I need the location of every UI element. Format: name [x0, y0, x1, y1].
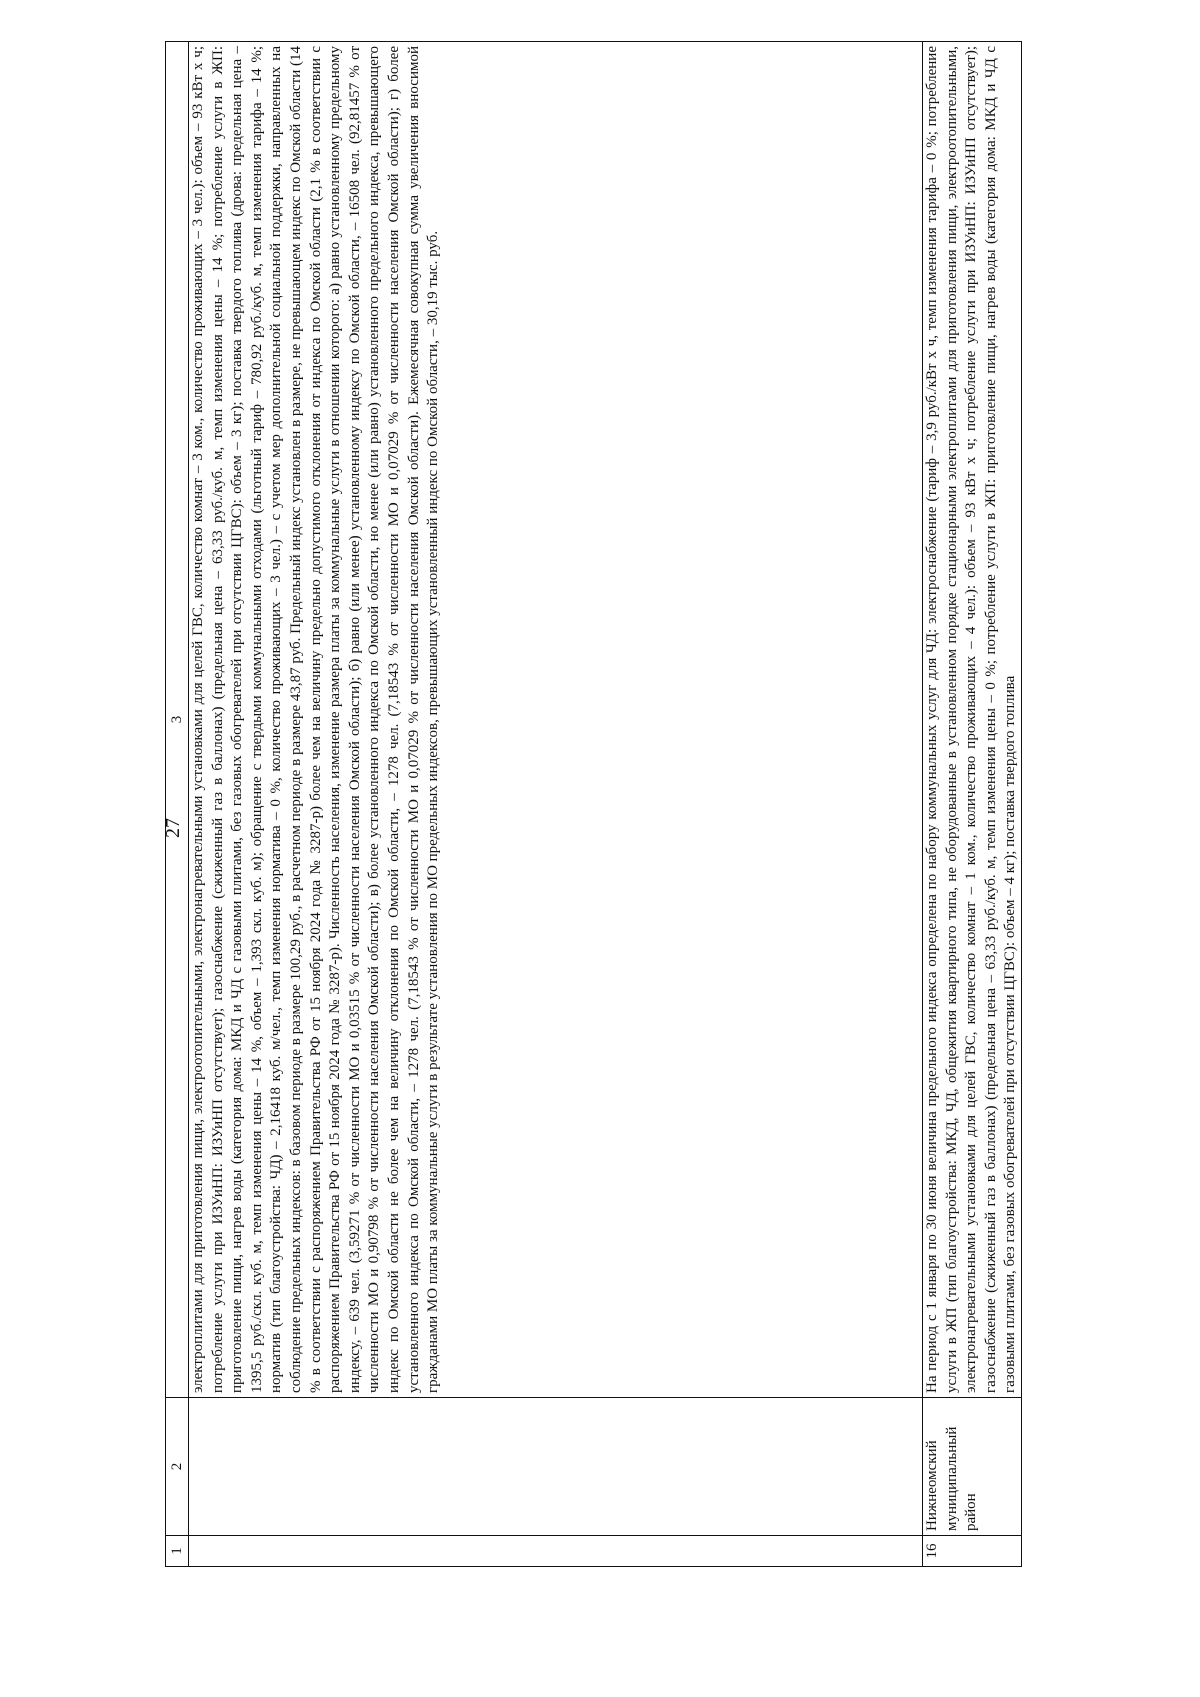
table-row-16	[923, 42, 1022, 1567]
header-col-1: 1	[166, 1536, 189, 1567]
description-cell: На период с 1 января по 30 июня величина предельного индекса определена по набору коммунальных услуг для ЧД: электроснабжение (тариф – 3,9 руб./кВт х ч, темп изменения тарифа – 0 %; потребление услуги в ЖП (тип благоустройства: МКД, ЧД, общежития квартирного типа, не оборудованные в установленном порядке стационарными электроплитами для приготовления пищи, электроотопительными, электронагревательными установками для целей ГВС, количество комнат – 1 ком., количество проживающих – 4 чел.): объем – 93 кВт х ч; потребление услуги при ИЗУиНП: ИЗУиНП отсутствует); газоснабжение (сжиженный газ в баллонах) (предельная цена – 63,33 руб./куб. м, темп изменения цены – 0 %; потребление услуги в ЖП: приготовление пищи, нагрев воды (категория дома: МКД и ЧД с газовыми плитами, без газовых обогревателей при отсутствии ЦГВС): объем – 4 кг); поставка твердого топлива	[923, 42, 1022, 1398]
row-number-cell: 16	[923, 1536, 1022, 1567]
table-row-continuation	[189, 42, 923, 1567]
row-number-cell	[189, 1536, 923, 1567]
document-sheet	[162, 41, 1055, 1567]
district-name-cell	[189, 1398, 923, 1536]
district-name-cell: Нижнеомский муниципальный район	[923, 1398, 1022, 1536]
table-header-row	[166, 42, 189, 1567]
description-cell: электроплитами для приготовления пищи, электроотопительными, электронагревательными установками для целей ГВС, количество комнат – 3 ком., количество проживающих – 3 чел.): объем – 93 кВт х ч; потребление услуги при ИЗУиНП: ИЗУиНП отсутствует); газоснабжение (сжиженный газ в баллонах) (предельная цена – 63,33 руб./куб. м, темп изменения цены – 14 %; потребление услуги в ЖП: приготовление пищи, нагрев воды (категория дома: МКД и ЧД с газовыми плитами, без газовых обогревателей при отсутствии ЦГВС): объем – 3 кг); поставка твердого топлива (дрова: предельная цена – 1395,5 руб./скл. куб. м, темп изменения цены – 14 %, объем – 1,393 скл. куб. м); обращение с твердыми коммунальными отходами (льготный тариф – 780,92 руб./куб. м, темп изменения тарифа – 14 %; норматив (тип благоустройства: ЧД) – 2,16418 куб. м/чел., темп изменения норматива – 0 %, количество проживающих – 3 чел.) – с учетом мер дополнительной социальной поддержки, направленных на соблюдение предельных индексов: в базовом периоде в размере 100,29 руб., в расчетном периоде в размере 43,87 руб. Предельный индекс установлен в размере, не превышающем индекс по Омской области (14 % в соответствии с распоряжением Правительства РФ от 15 ноября 2024 года № 3287-р) более чем на величину предельно допустимого отклонения от индекса по Омской области (2,1 % в соответствии с распоряжением Правительства РФ от 15 ноября 2024 года № 3287-р). Численность населения, изменение размера платы за коммунальные услуги в отношении которого: а) равно установленному предельному индексу, – 639 чел. (3,59271 % от численности МО и 0,03515 % от численности населения Омской области); б) равно (или менее) установленному индексу по Омской области, – 16508 чел. (92,81457 % от численности МО и 0,90798 % от численности населения Омской области); в) более установленного индекса по Омской области, но менее (или равно) установленного предельного индекса, превышающего индекс по Омской области не более чем на величину отклонения по Омской области, – 1278 чел. (7,18543 % от численности МО и 0,07029 % от численности населения Омской области); г) более установленного индекса по Омской области, – 1278 чел. (7,18543 % от численности МО и 0,07029 % от численности населения Омской области). Ежемесячная совокупная сумма увеличения вносимой гражданами МО платы за коммунальные услуги в результате установления по МО предельных индексов, превышающих установленный индекс по Омской области, – 30,19 тыс. руб.	[189, 42, 923, 1398]
page-number: 27	[162, 818, 184, 838]
indices-table	[162, 41, 1022, 1567]
header-col-2: 2	[166, 1398, 189, 1536]
header-col-3: 3	[166, 42, 189, 1398]
